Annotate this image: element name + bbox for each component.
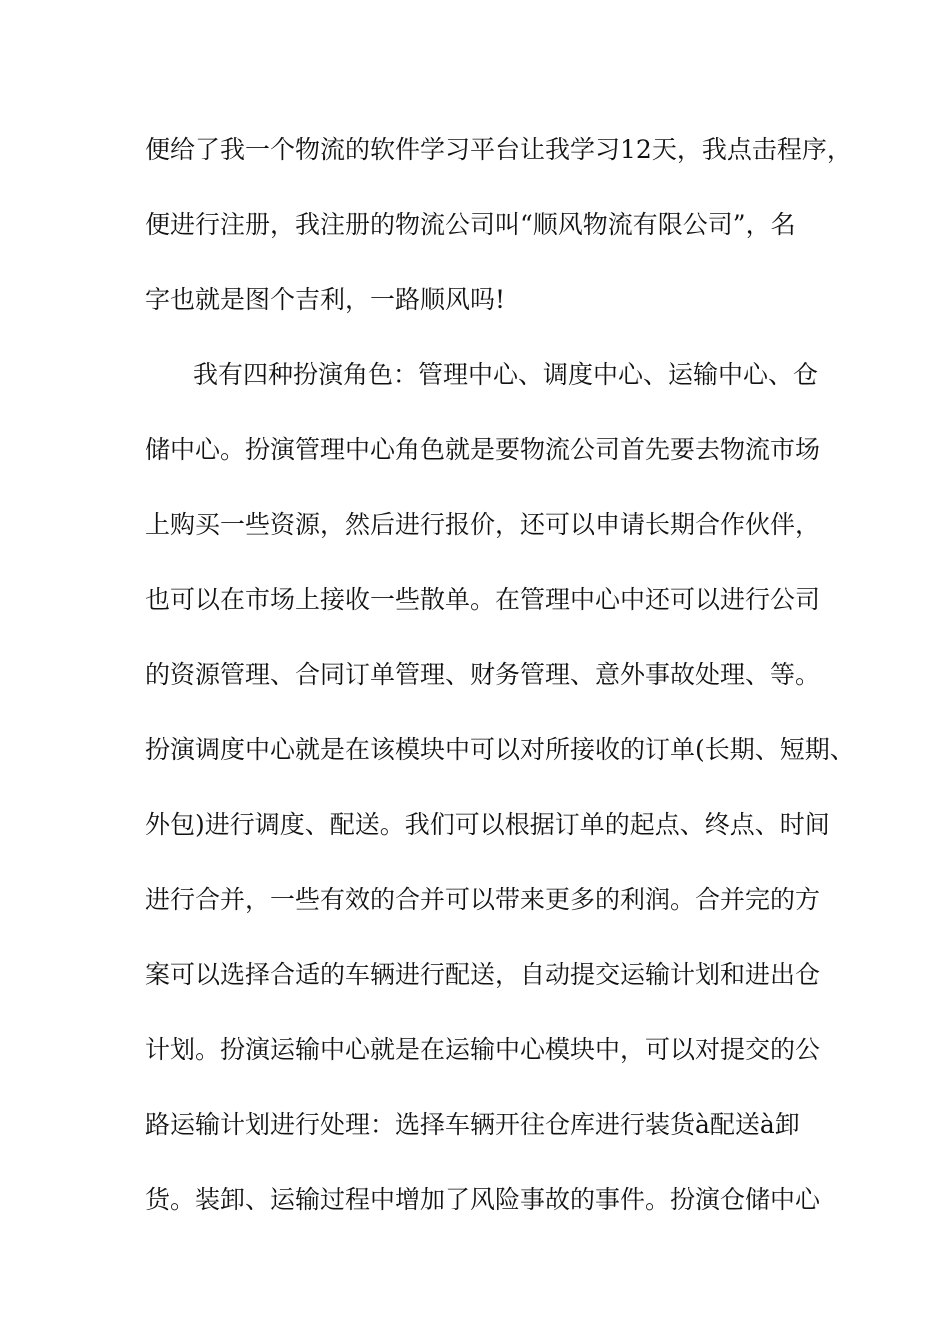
- text-line-4-paragraph-start: 我有四种扮演角色：管理中心、调度中心、运输中心、仓: [193, 360, 819, 389]
- text-line-12: 案可以选择合适的车辆进行配送，自动提交运输计划和进出仓: [145, 960, 821, 989]
- text-line-10: 外包)进行调度、配送。我们可以根据订单的起点、终点、时间: [145, 810, 830, 839]
- body-text: [145, 127, 855, 1252]
- text-line-6: 上购买一些资源，然后进行报价，还可以申请长期合作伙伴，: [145, 510, 821, 539]
- text-line-11: 进行合并，一些有效的合并可以带来更多的利润。合并完的方: [145, 885, 821, 914]
- text-line-5: 储中心。扮演管理中心角色就是要物流公司首先要去物流市场: [145, 435, 821, 464]
- text-line-9: 扮演调度中心就是在该模块中可以对所接收的订单(长期、短期、: [145, 735, 855, 764]
- text-line-14: 路运输计划进行处理：选择车辆开往仓库进行装货à配送à卸: [145, 1110, 800, 1139]
- text-line-8: 的资源管理、合同订单管理、财务管理、意外事故处理、等。: [145, 660, 821, 689]
- text-line-2: 便进行注册，我注册的物流公司叫“顺风物流有限公司”，名: [145, 210, 796, 239]
- text-line-1: 便给了我一个物流的软件学习平台让我学习12天，我点击程序，: [145, 135, 852, 164]
- text-line-13: 计划。扮演运输中心就是在运输中心模块中，可以对提交的公: [145, 1035, 821, 1064]
- text-line-15: 货。装卸、运输过程中增加了风险事故的事件。扮演仓储中心: [145, 1185, 821, 1214]
- text-line-3: 字也就是图个吉利，一路顺风吗!: [145, 285, 506, 314]
- text-line-7: 也可以在市场上接收一些散单。在管理中心中还可以进行公司: [145, 585, 821, 614]
